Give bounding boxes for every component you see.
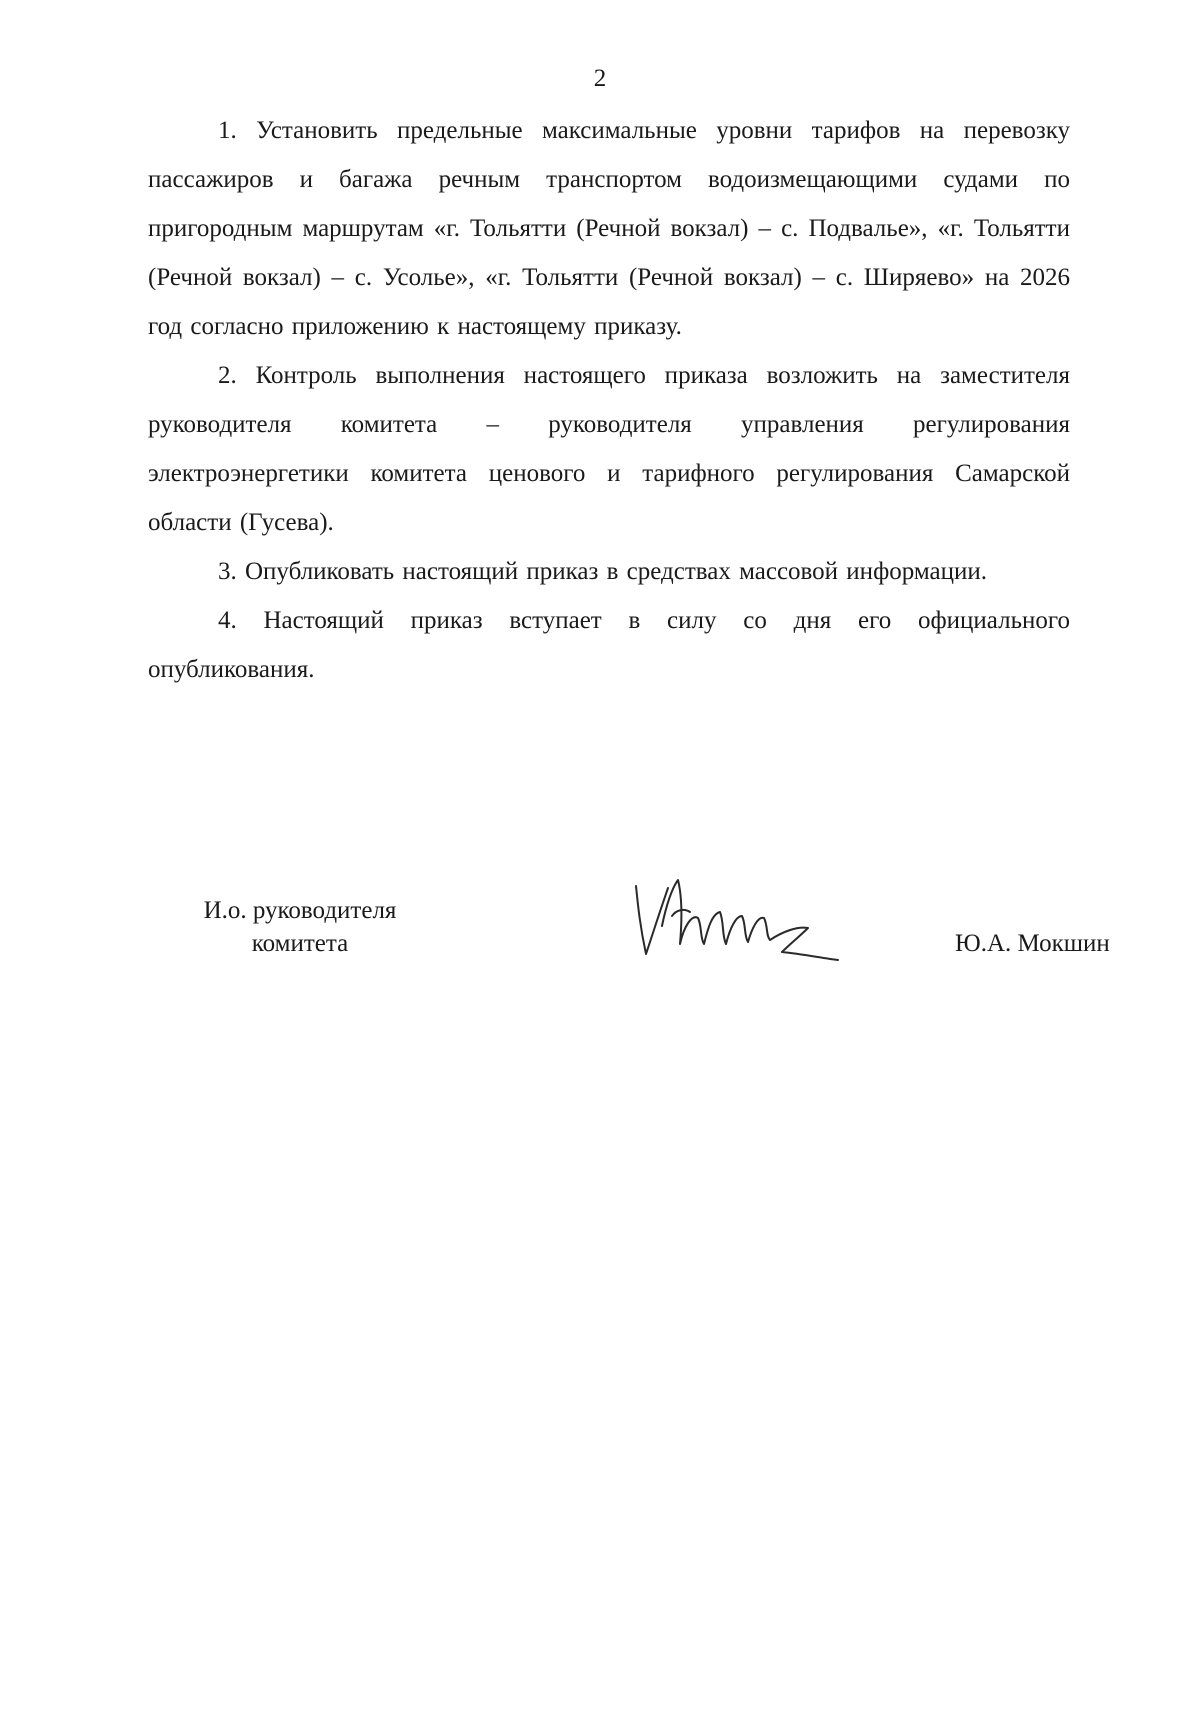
- signer-title-line-1: И.о. руководителя: [203, 897, 397, 924]
- signer-name: Ю.А. Мокшин: [955, 930, 1110, 957]
- paragraph-1: 1. Установить предельные максимальные уровни тарифов на перевозку пассажиров и багажа речным транспортом водоизмещающими судами по пригородным маршрутам «г. Тольятти (Речной вокзал) – с. Подвалье», «г. Тольятти (Речной вокзал) – с. Усолье», «г. Тольятти (Речной вокзал) – с. Ширяево» на 2026 год согласно приложению к настоящему приказу.: [148, 117, 1070, 340]
- paragraph-4: 4. Настоящий приказ вступает в силу со дня его официального опубликования.: [148, 607, 1070, 683]
- document-body: [148, 106, 1070, 694]
- handwritten-signature: [632, 866, 842, 966]
- signer-title-line-2: комитета: [251, 930, 349, 957]
- page-number: 2: [593, 65, 607, 92]
- paragraph-3: 3. Опубликовать настоящий приказ в средствах массовой информации.: [218, 558, 988, 585]
- signer-title: [170, 894, 430, 960]
- signature-block: [0, 894, 1200, 994]
- paragraph-2: 2. Контроль выполнения настоящего приказа возложить на заместителя руководителя комитета – руководителя управления регулирования электроэнергетики комитета ценового и тарифного регулирования Самарской области (Гусева).: [148, 362, 1070, 536]
